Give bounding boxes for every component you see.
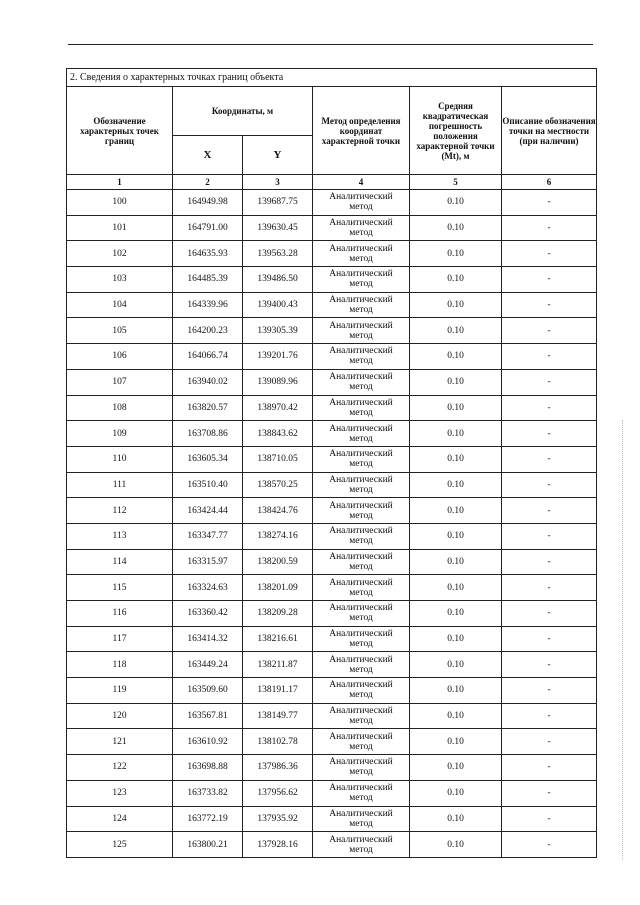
- y-coordinate-cell: 138216.61: [243, 626, 313, 652]
- table-row: [67, 292, 597, 318]
- method-line2: метод: [349, 613, 373, 624]
- error-cell: 0.10: [410, 780, 502, 806]
- method-line1: Аналитический: [329, 526, 393, 537]
- method-line2: метод: [349, 510, 373, 521]
- method-line2: метод: [349, 382, 373, 393]
- error-cell: 0.10: [410, 626, 502, 652]
- error-cell: 0.10: [410, 446, 502, 472]
- error-cell: 0.10: [410, 369, 502, 395]
- x-coordinate-cell: 163605.34: [173, 446, 243, 472]
- header-description: Описание обозначения точки на местности (при наличии): [502, 87, 597, 175]
- y-coordinate-cell: 138191.17: [243, 678, 313, 704]
- point-cell: 100: [67, 190, 173, 216]
- header-point: Обозначение характерных точек границ: [67, 87, 173, 175]
- error-cell: 0.10: [410, 549, 502, 575]
- table-row: [67, 575, 597, 601]
- point-cell: 111: [67, 472, 173, 498]
- description-cell: -: [502, 241, 597, 267]
- error-cell: 0.10: [410, 498, 502, 524]
- point-cell: 110: [67, 446, 173, 472]
- y-coordinate-cell: 139089.96: [243, 369, 313, 395]
- point-cell: 102: [67, 241, 173, 267]
- description-cell: -: [502, 421, 597, 447]
- method-line2: метод: [349, 767, 373, 778]
- method-line1: Аналитический: [329, 834, 393, 845]
- method-line2: метод: [349, 818, 373, 829]
- column-number: 2: [173, 175, 243, 190]
- method-line2: метод: [349, 484, 373, 495]
- method-line1: Аналитический: [329, 500, 393, 511]
- table-row: [67, 549, 597, 575]
- y-coordinate-cell: 139400.43: [243, 292, 313, 318]
- x-coordinate-cell: 164339.96: [173, 292, 243, 318]
- method-cell: [313, 678, 410, 704]
- method-cell: [313, 549, 410, 575]
- error-cell: 0.10: [410, 241, 502, 267]
- y-coordinate-cell: 138201.09: [243, 575, 313, 601]
- column-number-row: [67, 175, 597, 190]
- point-cell: 115: [67, 575, 173, 601]
- table-row: [67, 652, 597, 678]
- point-cell: 120: [67, 703, 173, 729]
- x-coordinate-cell: 163940.02: [173, 369, 243, 395]
- description-cell: -: [502, 318, 597, 344]
- method-line1: Аналитический: [329, 783, 393, 794]
- method-line1: Аналитический: [329, 346, 393, 357]
- error-cell: 0.10: [410, 421, 502, 447]
- column-number: 1: [67, 175, 173, 190]
- table-row: [67, 780, 597, 806]
- method-cell: [313, 703, 410, 729]
- method-cell: [313, 498, 410, 524]
- y-coordinate-cell: 138274.16: [243, 523, 313, 549]
- description-cell: -: [502, 472, 597, 498]
- description-cell: -: [502, 549, 597, 575]
- x-coordinate-cell: 164635.93: [173, 241, 243, 267]
- point-cell: 114: [67, 549, 173, 575]
- error-cell: 0.10: [410, 601, 502, 627]
- description-cell: -: [502, 344, 597, 370]
- method-cell: [313, 755, 410, 781]
- method-line2: метод: [349, 639, 373, 650]
- table-row: [67, 241, 597, 267]
- table-row: [67, 190, 597, 216]
- description-cell: -: [502, 678, 597, 704]
- scan-margin-marks: [622, 420, 625, 860]
- point-cell: 108: [67, 395, 173, 421]
- method-line1: Аналитический: [329, 603, 393, 614]
- point-cell: 119: [67, 678, 173, 704]
- description-cell: -: [502, 446, 597, 472]
- error-cell: 0.10: [410, 215, 502, 241]
- table-row: [67, 318, 597, 344]
- error-cell: 0.10: [410, 678, 502, 704]
- description-cell: -: [502, 267, 597, 293]
- y-coordinate-cell: 138424.76: [243, 498, 313, 524]
- description-cell: -: [502, 703, 597, 729]
- method-line2: метод: [349, 459, 373, 470]
- x-coordinate-cell: 163510.40: [173, 472, 243, 498]
- table-row: [67, 446, 597, 472]
- method-cell: [313, 241, 410, 267]
- x-coordinate-cell: 164949.98: [173, 190, 243, 216]
- table-row: [67, 729, 597, 755]
- point-cell: 107: [67, 369, 173, 395]
- error-cell: 0.10: [410, 292, 502, 318]
- description-cell: -: [502, 498, 597, 524]
- x-coordinate-cell: 163708.86: [173, 421, 243, 447]
- y-coordinate-cell: 138149.77: [243, 703, 313, 729]
- description-cell: -: [502, 755, 597, 781]
- method-line1: Аналитический: [329, 629, 393, 640]
- description-cell: -: [502, 729, 597, 755]
- method-line1: Аналитический: [329, 731, 393, 742]
- column-number: 4: [313, 175, 410, 190]
- method-cell: [313, 344, 410, 370]
- method-line2: метод: [349, 844, 373, 855]
- point-cell: 117: [67, 626, 173, 652]
- description-cell: -: [502, 369, 597, 395]
- header-error: Средняя квадратическая погрешность положения характерной точки (Mt), м: [410, 87, 502, 175]
- method-line2: метод: [349, 407, 373, 418]
- y-coordinate-cell: 139687.75: [243, 190, 313, 216]
- y-coordinate-cell: 138102.78: [243, 729, 313, 755]
- point-cell: 109: [67, 421, 173, 447]
- method-line2: метод: [349, 356, 373, 367]
- table-row: [67, 523, 597, 549]
- method-line1: Аналитический: [329, 551, 393, 562]
- y-coordinate-cell: 138970.42: [243, 395, 313, 421]
- column-number: 3: [243, 175, 313, 190]
- method-line2: метод: [349, 536, 373, 547]
- column-number: 6: [502, 175, 597, 190]
- error-cell: 0.10: [410, 729, 502, 755]
- method-line1: Аналитический: [329, 474, 393, 485]
- x-coordinate-cell: 163424.44: [173, 498, 243, 524]
- error-cell: 0.10: [410, 806, 502, 832]
- section-title: 2. Сведения о характерных точках границ объекта: [67, 69, 597, 87]
- point-cell: 122: [67, 755, 173, 781]
- method-line1: Аналитический: [329, 423, 393, 434]
- y-coordinate-cell: 139486.50: [243, 267, 313, 293]
- table-row: [67, 703, 597, 729]
- x-coordinate-cell: 163772.19: [173, 806, 243, 832]
- point-cell: 105: [67, 318, 173, 344]
- error-cell: 0.10: [410, 652, 502, 678]
- point-cell: 123: [67, 780, 173, 806]
- table-row: [67, 601, 597, 627]
- point-cell: 124: [67, 806, 173, 832]
- method-line2: метод: [349, 587, 373, 598]
- table-row: [67, 472, 597, 498]
- description-cell: -: [502, 601, 597, 627]
- method-line1: Аналитический: [329, 269, 393, 280]
- description-cell: -: [502, 832, 597, 858]
- x-coordinate-cell: 163800.21: [173, 832, 243, 858]
- header-method: Метод определения координат характерной точки: [313, 87, 410, 175]
- method-line2: метод: [349, 716, 373, 727]
- x-coordinate-cell: 164066.74: [173, 344, 243, 370]
- x-coordinate-cell: 163315.97: [173, 549, 243, 575]
- method-cell: [313, 575, 410, 601]
- y-coordinate-cell: 137928.16: [243, 832, 313, 858]
- method-cell: [313, 190, 410, 216]
- y-coordinate-cell: 138200.59: [243, 549, 313, 575]
- table-row: [67, 421, 597, 447]
- point-cell: 101: [67, 215, 173, 241]
- method-cell: [313, 523, 410, 549]
- method-cell: [313, 446, 410, 472]
- description-cell: -: [502, 575, 597, 601]
- table-row: [67, 498, 597, 524]
- table-row: [67, 832, 597, 858]
- description-cell: -: [502, 190, 597, 216]
- point-cell: 121: [67, 729, 173, 755]
- y-coordinate-cell: 138570.25: [243, 472, 313, 498]
- method-line1: Аналитический: [329, 218, 393, 229]
- error-cell: 0.10: [410, 344, 502, 370]
- x-coordinate-cell: 163820.57: [173, 395, 243, 421]
- error-cell: 0.10: [410, 703, 502, 729]
- method-cell: [313, 267, 410, 293]
- method-line2: метод: [349, 690, 373, 701]
- method-cell: [313, 369, 410, 395]
- boundary-points-table: [66, 68, 597, 858]
- y-coordinate-cell: 139305.39: [243, 318, 313, 344]
- x-coordinate-cell: 163698.88: [173, 755, 243, 781]
- method-line2: метод: [349, 330, 373, 341]
- point-cell: 103: [67, 267, 173, 293]
- point-cell: 125: [67, 832, 173, 858]
- error-cell: 0.10: [410, 523, 502, 549]
- point-cell: 106: [67, 344, 173, 370]
- y-coordinate-cell: 137986.36: [243, 755, 313, 781]
- table-body: [67, 190, 597, 858]
- y-coordinate-cell: 139630.45: [243, 215, 313, 241]
- method-line2: метод: [349, 228, 373, 239]
- method-cell: [313, 729, 410, 755]
- method-line2: метод: [349, 279, 373, 290]
- method-line1: Аналитический: [329, 577, 393, 588]
- method-cell: [313, 832, 410, 858]
- point-cell: 116: [67, 601, 173, 627]
- description-cell: -: [502, 806, 597, 832]
- method-cell: [313, 215, 410, 241]
- table-row: [67, 806, 597, 832]
- method-line1: Аналитический: [329, 192, 393, 203]
- method-cell: [313, 421, 410, 447]
- error-cell: 0.10: [410, 190, 502, 216]
- method-cell: [313, 395, 410, 421]
- y-coordinate-cell: 137956.62: [243, 780, 313, 806]
- method-cell: [313, 626, 410, 652]
- top-rule: [68, 44, 593, 45]
- table-row: [67, 755, 597, 781]
- method-line1: Аналитический: [329, 757, 393, 768]
- x-coordinate-cell: 163360.42: [173, 601, 243, 627]
- y-coordinate-cell: 138211.87: [243, 652, 313, 678]
- x-coordinate-cell: 163567.81: [173, 703, 243, 729]
- method-line2: метод: [349, 305, 373, 316]
- x-coordinate-cell: 163509.60: [173, 678, 243, 704]
- y-coordinate-cell: 138843.62: [243, 421, 313, 447]
- description-cell: -: [502, 395, 597, 421]
- method-cell: [313, 318, 410, 344]
- method-line2: метод: [349, 202, 373, 213]
- method-line1: Аналитический: [329, 680, 393, 691]
- error-cell: 0.10: [410, 832, 502, 858]
- method-cell: [313, 292, 410, 318]
- method-line2: метод: [349, 793, 373, 804]
- method-line2: метод: [349, 253, 373, 264]
- x-coordinate-cell: 163610.92: [173, 729, 243, 755]
- y-coordinate-cell: 137935.92: [243, 806, 313, 832]
- table-row: [67, 678, 597, 704]
- method-line2: метод: [349, 561, 373, 572]
- method-line1: Аналитический: [329, 320, 393, 331]
- method-line1: Аналитический: [329, 295, 393, 306]
- y-coordinate-cell: 138209.28: [243, 601, 313, 627]
- method-line1: Аналитический: [329, 243, 393, 254]
- x-coordinate-cell: 163347.77: [173, 523, 243, 549]
- x-coordinate-cell: 164791.00: [173, 215, 243, 241]
- method-line1: Аналитический: [329, 449, 393, 460]
- table-row: [67, 395, 597, 421]
- error-cell: 0.10: [410, 267, 502, 293]
- error-cell: 0.10: [410, 318, 502, 344]
- error-cell: 0.10: [410, 755, 502, 781]
- x-coordinate-cell: 164200.23: [173, 318, 243, 344]
- y-coordinate-cell: 138710.05: [243, 446, 313, 472]
- description-cell: -: [502, 780, 597, 806]
- x-coordinate-cell: 163449.24: [173, 652, 243, 678]
- method-cell: [313, 780, 410, 806]
- method-line1: Аналитический: [329, 706, 393, 717]
- method-cell: [313, 472, 410, 498]
- y-coordinate-cell: 139201.76: [243, 344, 313, 370]
- point-cell: 118: [67, 652, 173, 678]
- method-line2: метод: [349, 433, 373, 444]
- point-cell: 112: [67, 498, 173, 524]
- table-row: [67, 215, 597, 241]
- point-cell: 113: [67, 523, 173, 549]
- method-line2: метод: [349, 741, 373, 752]
- x-coordinate-cell: 163733.82: [173, 780, 243, 806]
- table-row: [67, 626, 597, 652]
- header-coordinates: Координаты, м: [173, 87, 313, 136]
- point-cell: 104: [67, 292, 173, 318]
- description-cell: -: [502, 523, 597, 549]
- x-coordinate-cell: 164485.39: [173, 267, 243, 293]
- method-cell: [313, 652, 410, 678]
- description-cell: -: [502, 292, 597, 318]
- x-coordinate-cell: 163324.63: [173, 575, 243, 601]
- method-line1: Аналитический: [329, 654, 393, 665]
- description-cell: -: [502, 652, 597, 678]
- method-line1: Аналитический: [329, 372, 393, 383]
- description-cell: -: [502, 215, 597, 241]
- method-cell: [313, 601, 410, 627]
- method-line1: Аналитический: [329, 397, 393, 408]
- header-y: Y: [243, 136, 313, 175]
- method-line2: метод: [349, 664, 373, 675]
- table-row: [67, 267, 597, 293]
- description-cell: -: [502, 626, 597, 652]
- header-x: X: [173, 136, 243, 175]
- error-cell: 0.10: [410, 472, 502, 498]
- y-coordinate-cell: 139563.28: [243, 241, 313, 267]
- column-number: 5: [410, 175, 502, 190]
- error-cell: 0.10: [410, 395, 502, 421]
- method-cell: [313, 806, 410, 832]
- error-cell: 0.10: [410, 575, 502, 601]
- x-coordinate-cell: 163414.32: [173, 626, 243, 652]
- table-row: [67, 344, 597, 370]
- method-line1: Аналитический: [329, 808, 393, 819]
- table-row: [67, 369, 597, 395]
